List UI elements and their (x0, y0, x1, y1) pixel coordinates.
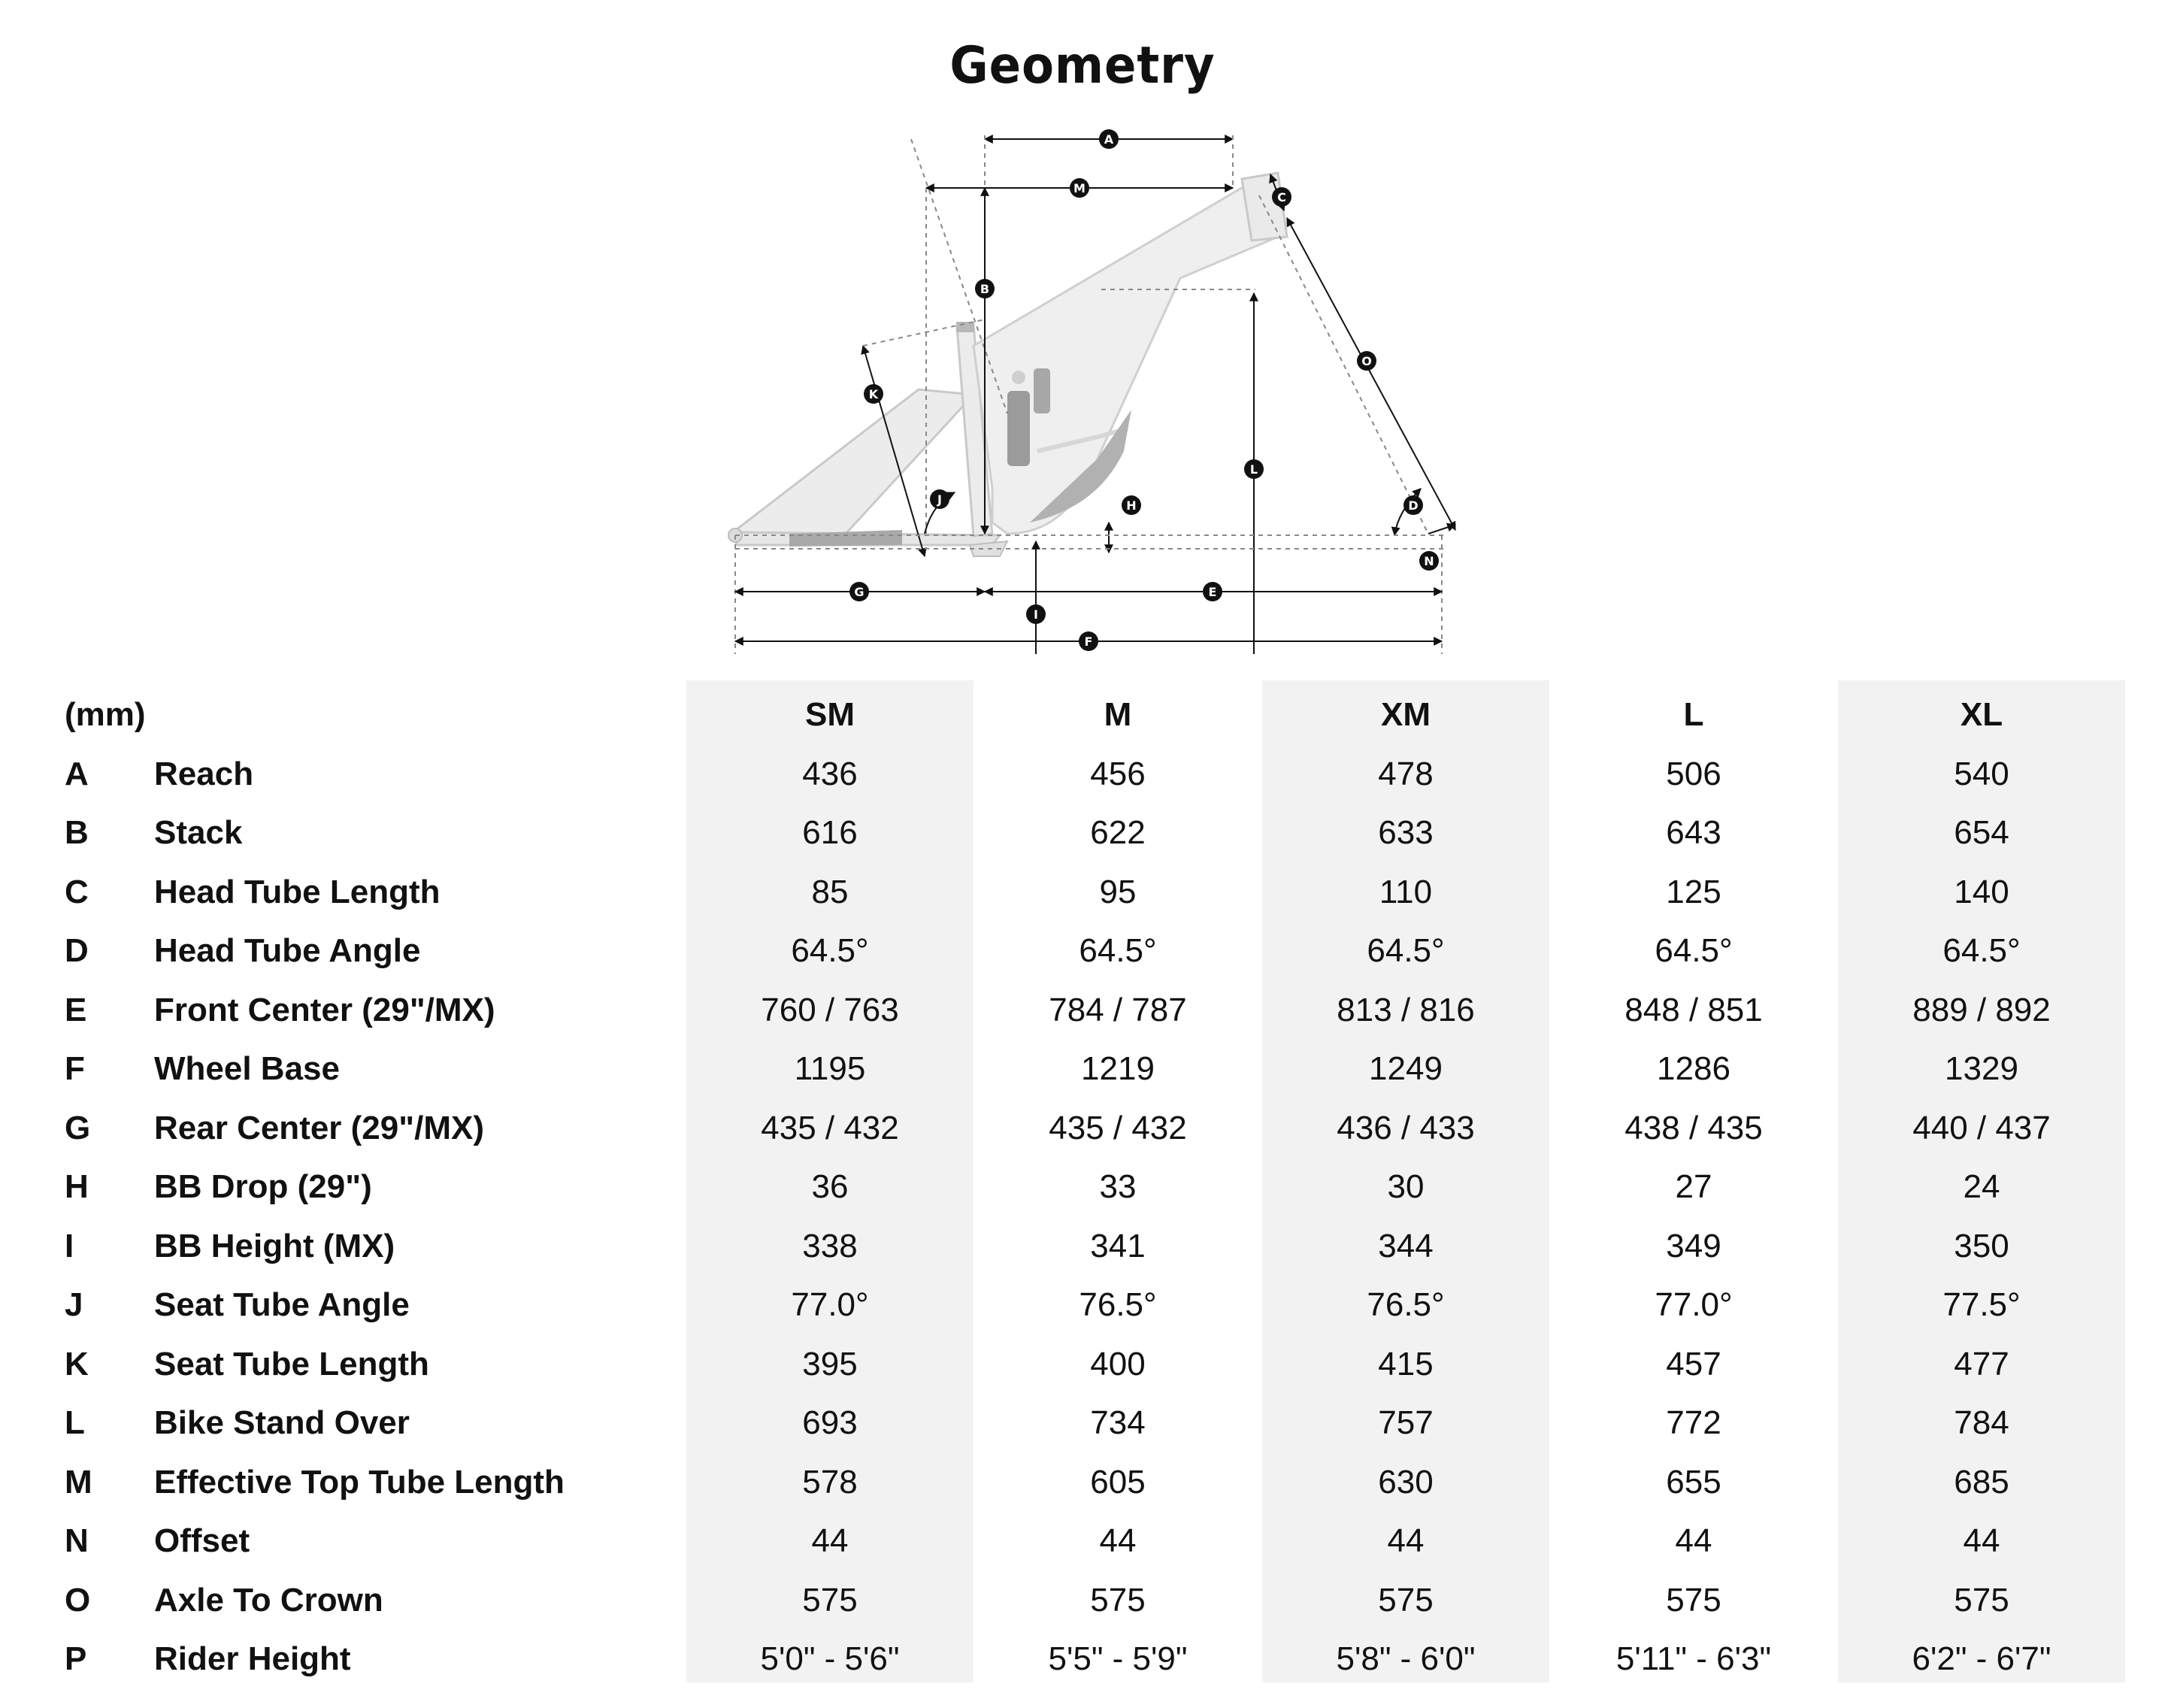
value-cell: 44 (1387, 1522, 1425, 1559)
marker-n (1419, 551, 1439, 571)
value-cell: 64.5° (791, 932, 869, 969)
size-header-l: L (1683, 696, 1704, 733)
value-cell: 415 (1378, 1345, 1434, 1382)
value-cell: 77.0° (1655, 1286, 1733, 1323)
value-cell: 813 / 816 (1337, 991, 1475, 1028)
svg-text:J: J (937, 492, 942, 507)
value-cell: 44 (1675, 1522, 1712, 1559)
row-letter: J (65, 1286, 83, 1323)
value-cell: 76.5° (1079, 1286, 1157, 1323)
value-cell: 1195 (794, 1050, 866, 1087)
table-header-row (0, 686, 2165, 744)
table-row (0, 863, 2165, 922)
value-cell: 685 (1954, 1463, 2009, 1501)
value-cell: 630 (1378, 1463, 1434, 1501)
svg-text:F: F (1084, 634, 1093, 649)
value-cell: 85 (811, 873, 849, 910)
svg-text:E: E (1208, 585, 1217, 599)
svg-text:K: K (868, 387, 879, 401)
value-cell: 44 (811, 1522, 849, 1559)
row-letter: C (65, 873, 89, 910)
row-letter: P (65, 1640, 87, 1677)
value-cell: 349 (1666, 1227, 1721, 1264)
value-cell: 64.5° (1655, 932, 1733, 969)
value-cell: 575 (1378, 1581, 1434, 1619)
svg-text:A: A (1104, 132, 1114, 147)
value-cell: 435 / 432 (1049, 1109, 1187, 1146)
row-letter: H (65, 1168, 89, 1205)
value-cell: 456 (1090, 755, 1146, 792)
row-label: Seat Tube Angle (154, 1286, 410, 1323)
value-cell: 341 (1090, 1227, 1146, 1264)
size-header-xm: XM (1381, 696, 1431, 733)
value-cell: 784 / 787 (1049, 991, 1187, 1028)
table-row (0, 1099, 2165, 1158)
frame-illustration (728, 173, 1287, 556)
value-cell: 575 (1666, 1581, 1721, 1619)
svg-text:C: C (1277, 190, 1286, 204)
value-cell: 784 (1954, 1404, 2009, 1441)
svg-text:M: M (1073, 181, 1086, 195)
value-cell: 125 (1666, 873, 1721, 910)
value-cell: 395 (802, 1345, 858, 1382)
value-cell: 5'11" - 6'3" (1615, 1640, 1772, 1677)
svg-text:O: O (1361, 354, 1372, 368)
page-title: Geometry (949, 36, 1216, 95)
row-label: Effective Top Tube Length (154, 1463, 565, 1501)
marker-m (1070, 178, 1089, 198)
table-row (0, 804, 2165, 862)
table-row (0, 1335, 2165, 1394)
row-label: Offset (154, 1522, 250, 1559)
value-cell: 616 (802, 814, 858, 851)
table-row (0, 1217, 2165, 1276)
row-letter: A (65, 755, 89, 792)
svg-text:G: G (854, 585, 864, 599)
marker-c (1272, 187, 1291, 207)
svg-text:B: B (980, 282, 990, 296)
marker-l (1244, 459, 1264, 479)
table-row (0, 1512, 2165, 1570)
marker-i (1026, 604, 1046, 624)
value-cell: 76.5° (1367, 1286, 1445, 1323)
value-cell: 760 / 763 (761, 991, 899, 1028)
value-cell: 400 (1090, 1345, 1146, 1382)
table-row (0, 922, 2165, 980)
table-row (0, 1394, 2165, 1452)
row-letter: K (65, 1345, 89, 1382)
row-label: Rider Height (154, 1640, 351, 1677)
value-cell: 435 / 432 (761, 1109, 899, 1146)
value-cell: 44 (1963, 1522, 2000, 1559)
value-cell: 655 (1666, 1463, 1721, 1501)
size-header-sm: SM (805, 696, 855, 733)
value-cell: 1286 (1657, 1050, 1730, 1087)
svg-text:H: H (1126, 498, 1137, 513)
marker-k (864, 384, 883, 404)
row-label: Rear Center (29"/MX) (154, 1109, 484, 1146)
table-row (0, 745, 2165, 804)
marker-g (849, 582, 869, 601)
row-label: Reach (154, 755, 254, 792)
table-row (0, 1571, 2165, 1630)
value-cell: 30 (1387, 1168, 1425, 1205)
value-cell: 1329 (1945, 1050, 2018, 1087)
value-cell: 5'8" - 6'0" (1336, 1640, 1476, 1677)
value-cell: 654 (1954, 814, 2009, 851)
row-label: BB Height (MX) (154, 1227, 395, 1264)
value-cell: 848 / 851 (1625, 991, 1763, 1028)
value-cell: 772 (1666, 1404, 1721, 1441)
marker-j (930, 489, 949, 509)
value-cell: 436 (802, 755, 858, 792)
row-letter: M (65, 1463, 92, 1501)
marker-a (1099, 129, 1119, 149)
size-header-m: M (1104, 696, 1132, 733)
value-cell: 506 (1666, 755, 1721, 792)
row-label: BB Drop (29") (154, 1168, 372, 1205)
marker-h (1122, 495, 1141, 515)
value-cell: 693 (802, 1404, 858, 1441)
value-cell: 540 (1954, 755, 2009, 792)
value-cell: 44 (1099, 1522, 1137, 1559)
value-cell: 436 / 433 (1337, 1109, 1475, 1146)
row-label: Seat Tube Length (154, 1345, 429, 1382)
value-cell: 24 (1963, 1168, 2000, 1205)
row-letter: D (65, 932, 89, 969)
table-row (0, 1276, 2165, 1334)
row-label: Front Center (29"/MX) (154, 991, 495, 1028)
row-letter: G (65, 1109, 91, 1146)
size-header-xl: XL (1960, 696, 2003, 733)
marker-d (1403, 495, 1423, 515)
value-cell: 477 (1954, 1345, 2009, 1382)
value-cell: 457 (1666, 1345, 1721, 1382)
value-cell: 95 (1099, 873, 1137, 910)
value-cell: 64.5° (1079, 932, 1157, 969)
table-row (0, 1453, 2165, 1512)
row-label: Axle To Crown (154, 1581, 383, 1619)
value-cell: 344 (1378, 1227, 1434, 1264)
value-cell: 633 (1378, 814, 1434, 851)
value-cell: 438 / 435 (1625, 1109, 1763, 1146)
svg-text:I: I (1034, 607, 1038, 622)
marker-o (1357, 351, 1376, 371)
unit-header: (mm) (65, 696, 146, 733)
value-cell: 110 (1379, 873, 1433, 910)
table-row (0, 1630, 2165, 1688)
table-row (0, 981, 2165, 1040)
value-cell: 338 (802, 1227, 858, 1264)
value-cell: 33 (1099, 1168, 1137, 1205)
value-cell: 27 (1675, 1168, 1712, 1205)
value-cell: 622 (1090, 814, 1146, 851)
marker-e (1203, 582, 1222, 601)
row-label: Wheel Base (154, 1050, 340, 1087)
value-cell: 1219 (1081, 1050, 1155, 1087)
value-cell: 64.5° (1367, 932, 1445, 969)
value-cell: 6'2" - 6'7" (1912, 1640, 2051, 1677)
marker-b (975, 279, 995, 298)
value-cell: 575 (802, 1581, 858, 1619)
frame-geometry-diagram (677, 113, 1488, 669)
value-cell: 605 (1090, 1463, 1146, 1501)
svg-text:N: N (1424, 554, 1434, 568)
value-cell: 578 (802, 1463, 858, 1501)
row-letter: B (65, 814, 89, 851)
value-cell: 643 (1666, 814, 1721, 851)
marker-f (1079, 631, 1098, 651)
value-cell: 1249 (1369, 1050, 1443, 1087)
row-letter: E (65, 991, 87, 1028)
value-cell: 77.0° (791, 1286, 869, 1323)
svg-text:D: D (1408, 498, 1419, 513)
row-letter: F (65, 1050, 85, 1087)
value-cell: 734 (1090, 1404, 1146, 1441)
row-letter: N (65, 1522, 89, 1559)
svg-text:L: L (1249, 462, 1258, 477)
value-cell: 350 (1954, 1227, 2009, 1264)
value-cell: 5'0" - 5'6" (760, 1640, 900, 1677)
row-label: Head Tube Angle (154, 932, 421, 969)
value-cell: 575 (1090, 1581, 1146, 1619)
value-cell: 140 (1954, 873, 2009, 910)
row-label: Head Tube Length (154, 873, 441, 910)
value-cell: 757 (1378, 1404, 1434, 1441)
value-cell: 575 (1954, 1581, 2009, 1619)
table-row (0, 1040, 2165, 1098)
value-cell: 36 (811, 1168, 849, 1205)
value-cell: 77.5° (1942, 1286, 2021, 1323)
row-label: Stack (154, 814, 243, 851)
value-cell: 478 (1378, 755, 1434, 792)
table-row (0, 1158, 2165, 1216)
value-cell: 440 / 437 (1912, 1109, 2051, 1146)
row-letter: I (65, 1227, 74, 1264)
row-letter: O (65, 1581, 91, 1619)
row-letter: L (65, 1404, 85, 1441)
value-cell: 5'5" - 5'9" (1048, 1640, 1188, 1677)
value-cell: 889 / 892 (1912, 991, 2051, 1028)
row-label: Bike Stand Over (154, 1404, 410, 1441)
value-cell: 64.5° (1942, 932, 2021, 969)
